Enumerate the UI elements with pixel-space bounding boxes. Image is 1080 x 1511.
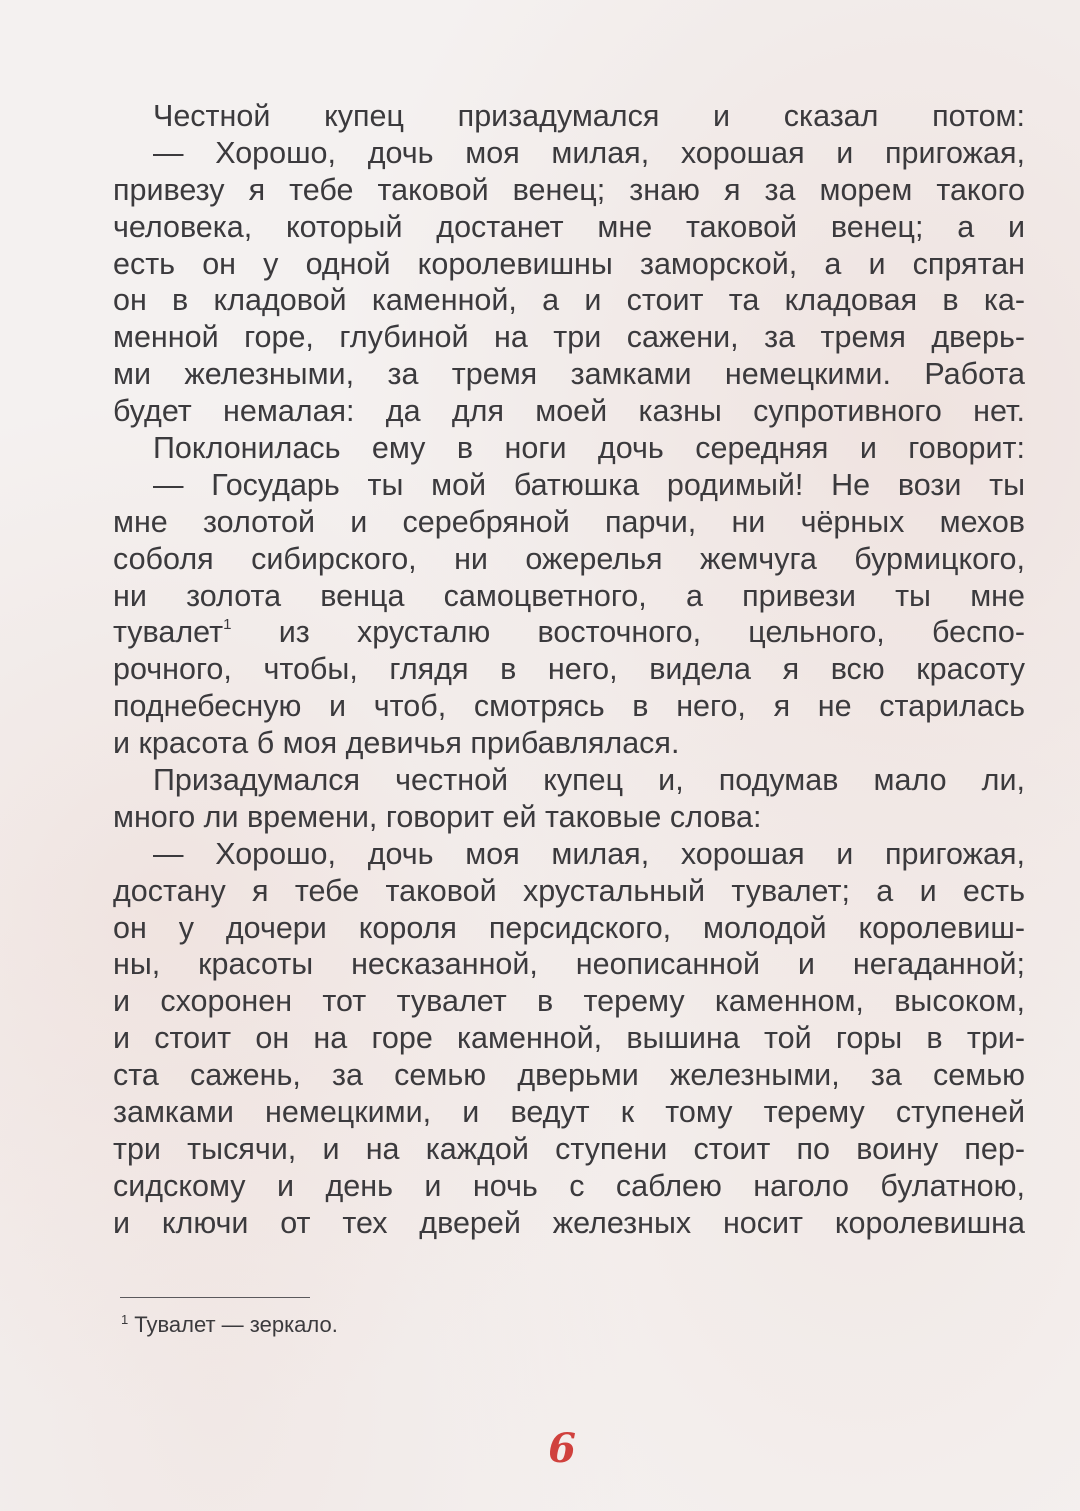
text-line: замками немецкими, и ведут к тому терему ступеней bbox=[113, 1095, 1025, 1130]
footnote bbox=[121, 1312, 338, 1338]
text-line: ны, красоты несказанной, неописанной и негаданной; bbox=[113, 947, 1025, 982]
text-line: будет немалая: да для моей казны супротивного нет. bbox=[113, 394, 1025, 429]
text-line: — Государь ты мой батюшка родимый! Не вози ты bbox=[153, 467, 1025, 502]
page-number: 6 bbox=[548, 1425, 576, 1472]
text-line: менной горе, глубиной на три сажени, за тремя дверь- bbox=[113, 320, 1025, 355]
text-line: Поклонилась ему в ноги дочь середняя и говорит: bbox=[153, 431, 1025, 466]
text-line-rest: из хрусталю восточного, цельного, беспо- bbox=[278, 615, 1025, 650]
text-line: соболя сибирского, ни ожерелья жемчуга бурмицкого, bbox=[113, 541, 1025, 576]
footnoted-word: тувалет bbox=[113, 615, 224, 650]
text-line: много ли времени, говорит ей таковые слова: bbox=[113, 799, 762, 834]
text-line: три тысячи, и на каждой ступени стоит по воину пер- bbox=[113, 1131, 1025, 1166]
text-line: ми железными, за тремя замками немецкими. Работа bbox=[113, 357, 1025, 392]
text-line: сидскому и день и ночь с саблею наголо булатною, bbox=[113, 1168, 1025, 1203]
footnote-reference[interactable]: 1 bbox=[223, 616, 232, 634]
text-line: достану я тебе таковой хрустальный тувалет; а и есть bbox=[113, 873, 1025, 908]
text-line: — Хорошо, дочь моя милая, хорошая и пригожая, bbox=[153, 836, 1025, 871]
text-line: привезу я тебе таковой венец; знаю я за морем такого bbox=[113, 172, 1025, 207]
text-line: есть он у одной королевишны заморской, а и спрятан bbox=[113, 246, 1025, 281]
footnote-divider bbox=[120, 1297, 310, 1298]
text-line-with-footnote bbox=[113, 614, 1025, 651]
text-line: мне золотой и серебряной парчи, ни чёрных мехов bbox=[113, 504, 1025, 539]
body-text bbox=[113, 98, 1025, 1242]
text-line: человека, который достанет мне таковой венец; а и bbox=[113, 209, 1025, 244]
text-line: и красота б моя девичья прибавлялася. bbox=[113, 726, 680, 761]
text-line: ста сажень, за семью дверьми железными, за семью bbox=[113, 1058, 1025, 1093]
text-line: Призадумался честной купец и, подумав мало ли, bbox=[153, 763, 1025, 798]
text-line: ни золота венца самоцветного, а привези ты мне bbox=[113, 578, 1025, 613]
text-line: Честной купец призадумался и сказал потом: bbox=[153, 99, 1025, 133]
text-line: он в кладовой каменной, а и стоит та кладовая в ка- bbox=[113, 283, 1025, 318]
text-line: он у дочери короля персидского, молодой королевиш- bbox=[113, 910, 1025, 945]
footnote-text: Тувалет — зеркало. bbox=[134, 1312, 338, 1337]
text-line: и ключи от тех дверей железных носит королевишна bbox=[113, 1205, 1025, 1240]
text-line: и стоит он на горе каменной, вышина той горы в три- bbox=[113, 1021, 1025, 1056]
text-line: рочного, чтобы, глядя в него, видела я всю красоту bbox=[113, 652, 1025, 687]
footnote-marker: 1 bbox=[121, 1312, 129, 1327]
text-line: поднебесную и чтоб, смотрясь в него, я не старилась bbox=[113, 689, 1025, 724]
text-line: — Хорошо, дочь моя милая, хорошая и пригожая, bbox=[153, 135, 1025, 170]
text-line: и схоронен тот тувалет в терему каменном, высоком, bbox=[113, 984, 1025, 1019]
